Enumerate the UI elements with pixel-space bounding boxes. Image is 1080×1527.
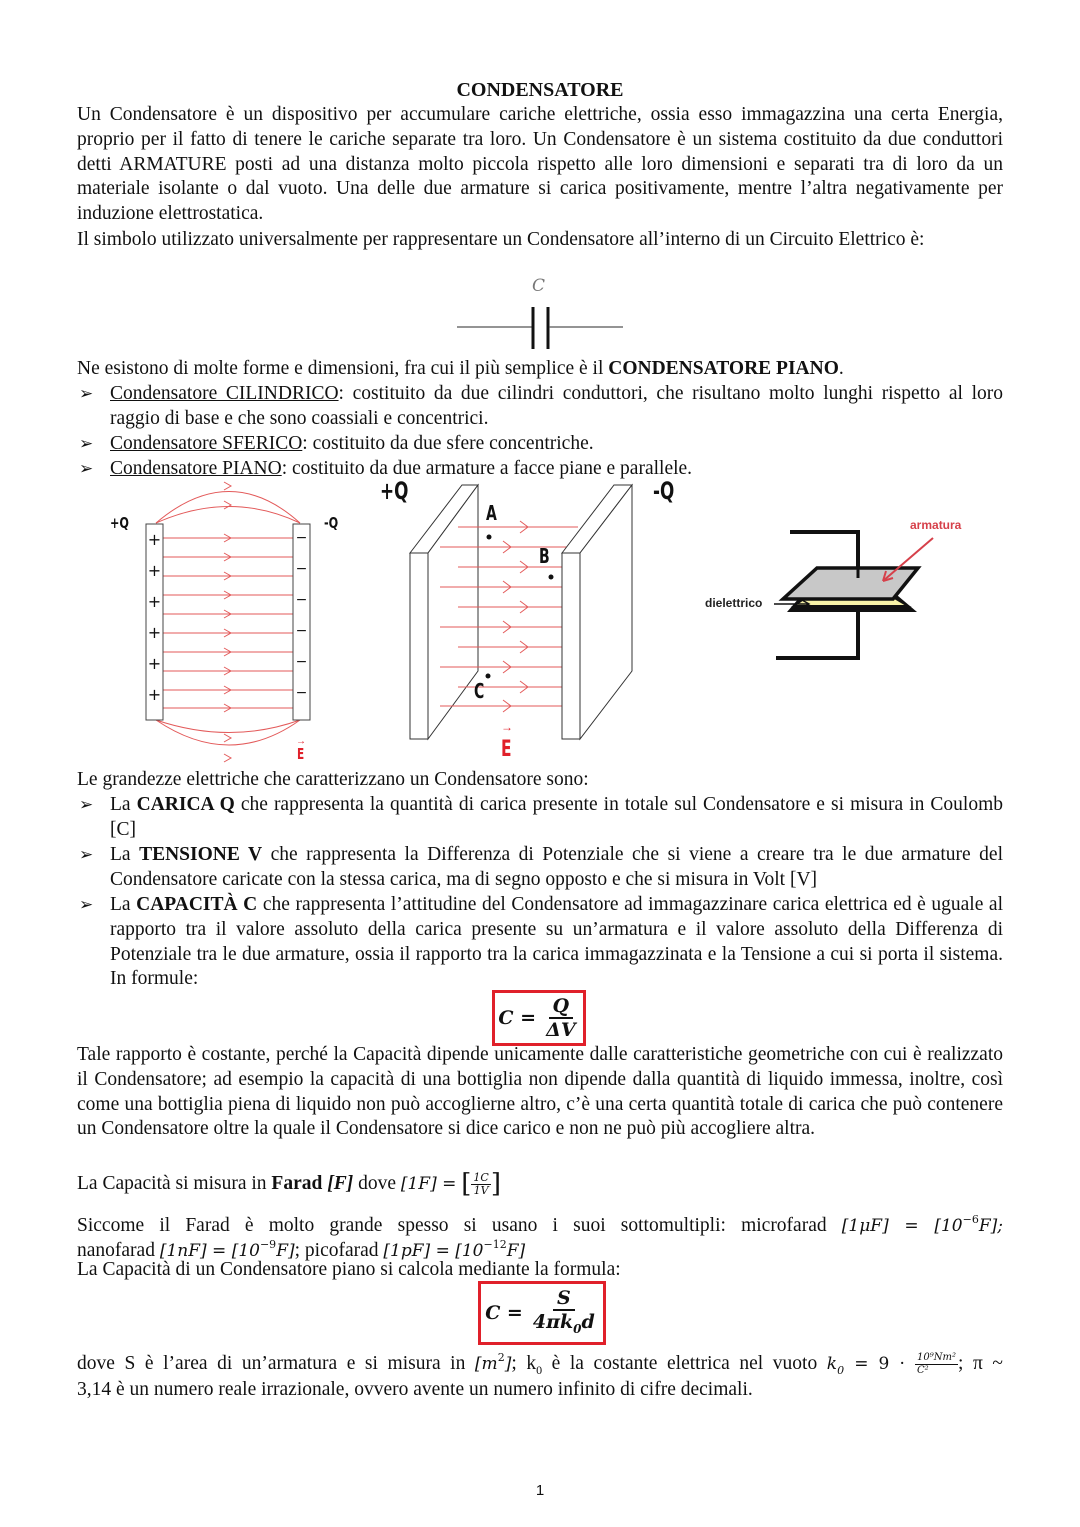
parallel-plates-diagram-icon: [370, 475, 690, 775]
constants-line-1: dove S è l’area di un’armatura e si misura in $[m^2]$; $k_0$ è la costante elettrica nel vuoto $k_0 = 9$ · $\frac{\text{10⁹Nm²}}{\text{C²}}$ ; π ~: [77, 1351, 1003, 1377]
field-lines-diagram-icon: [100, 480, 360, 770]
plus-signs: + + + + + +: [147, 530, 162, 704]
field-arrow-icon: →: [296, 736, 306, 747]
types-intro: Ne esistono di molte forme e dimensioni, fra cui il più semplice è il CONDENSATORE PIANO.: [77, 358, 844, 379]
minus-signs: − − − − − −: [295, 530, 308, 701]
submultiples-line-2: nanofarad $[1nF] = [10^{-9}F]$; picofarad $[1pF] = [10^{-12}F]$: [77, 1238, 526, 1261]
point-b-label: B: [539, 544, 550, 568]
quantities-intro: Le grandezze elettriche che caratterizzano un Condensatore sono:: [77, 769, 589, 790]
capacitor-symbol: [455, 276, 625, 356]
list-item: ➢ La CARICA Q che rappresenta la quantità di carica presente in totale sul Condensatore e si misura in Coulomb [C]: [79, 794, 1003, 840]
minus-q-label: -Q: [324, 514, 339, 532]
constants-line-2: 3,14 è un numero reale irrazionale, ovvero avente un numero infinito di cifre decimali.: [77, 1379, 753, 1400]
list-item: ➢ Condensatore CILINDRICO: costituito da due cilindri conduttori, che risultano molto lunghi rispetto al loro raggio di base e che sono coassiali e concentrici.: [79, 383, 1003, 429]
bullet-arrow-icon: ➢: [79, 384, 94, 403]
list-item: ➢ La CAPACITÀ C che rappresenta l’attitudine del Condensatore ad immagazzinare carica elettrica ed è uguale al rapporto tra il valore assoluto della carica presente su un’armatura e il valore assoluto della Differenza di Potenziale tra le due armature, ossia il rapporto tra la carica immagazzinata e la Tensione a cui si porta il sistema. In formule:: [79, 894, 1003, 990]
capacity-paragraph: Tale rapporto è costante, perché la Capacità dipende unicamente dalle caratteristiche geometriche con cui è realizzato il Condensatore; ad esempio la capacità di una bottiglia non dipende dalla quantità di liquido immessa, inoltre, così come una bottiglia piena di liquido non può accoglierne altro, c’è una certa quantità totale di carica che può contenere un Condensatore oltre la quale il Condensatore si dice carico e non ne può più accogliere altra.: [77, 1044, 1003, 1140]
condensatore-piano-bold: CONDENSATORE PIANO: [608, 358, 839, 379]
field-e-label: E: [297, 745, 305, 763]
minus-q-label: -Q: [653, 477, 675, 505]
list-item: ➢ Condensatore SFERICO: costituito da due sfere concentriche.: [77, 432, 1003, 457]
figure-parallel-plates: [370, 475, 690, 775]
capacity-formula-box: C = $\frac{Q}{\Delta V}$: [492, 990, 586, 1046]
capacitor-symbol-icon: [455, 276, 625, 356]
farad-line: La Capacità si misura in Farad [F] dove [1F] = [ $\frac{1C}{1V}$ ]: [77, 1169, 501, 1199]
point-a-label: A: [486, 501, 497, 525]
plus-q-label: +Q: [110, 514, 129, 532]
plane-capacity-intro: La Capacità di un Condensatore piano si calcola mediante la formula:: [77, 1259, 621, 1280]
figure-dielectric-capacitor: [690, 500, 990, 680]
plane-capacity-formula-box: C = $\frac{S}{4\pi k_0d}$: [478, 1281, 606, 1345]
submultiples-line-1: Siccome il Farad è molto grande spesso si usano i suoi sottomultipli: microfarad $[1\mu F] = [10^{-6}F]$;: [77, 1213, 1003, 1236]
bullet-arrow-icon: ➢: [79, 895, 94, 914]
page-title: CONDENSATORE: [456, 79, 624, 101]
list-item: ➢ Condensatore PIANO: costituito da due armature a facce piane e parallele.: [77, 457, 1003, 482]
bullet-arrow-icon: ➢: [79, 434, 94, 453]
plus-q-label: +Q: [380, 477, 409, 505]
page-number: 1: [535, 1482, 545, 1499]
capacitor-symbol-label: C: [532, 276, 546, 296]
field-arrow-icon: →: [501, 720, 513, 734]
point-c-label: C: [474, 679, 485, 703]
list-item: ➢ La TENSIONE V che rappresenta la Differenza di Potenziale che si viene a creare tra le due armature del Condensatore caricate con la stessa carica, ma di segno opposto e che si misura in Volt [V]: [79, 844, 1004, 890]
figure-field-lines: [100, 480, 360, 770]
field-e-label: E: [501, 737, 512, 762]
intro-paragraph: Un Condensatore è un dispositivo per accumulare cariche elettriche, ossia esso immagazzina una certa Energia, proprio per il fatto di tenere le cariche separate tra loro. Un Condensatore è un sistema costituito da due conduttori detti ARMATURE posti ad una distanza molto piccola rispetto alle loro dimensioni e separati tra di loro da un materiale isolante o dal vuoto. Una delle due armature si carica positivamente, mentre l’altra negativamente per induzione elettrostatica.: [77, 104, 1003, 225]
symbol-intro-paragraph: Il simbolo utilizzato universalmente per rappresentare un Condensatore all’interno di un Circuito Elettrico è:: [77, 229, 925, 250]
armatura-label: armatura: [910, 518, 962, 532]
dielettrico-label: dielettrico: [705, 596, 763, 610]
bullet-arrow-icon: ➢: [79, 845, 94, 864]
bullet-arrow-icon: ➢: [79, 459, 94, 478]
bullet-arrow-icon: ➢: [79, 795, 94, 814]
